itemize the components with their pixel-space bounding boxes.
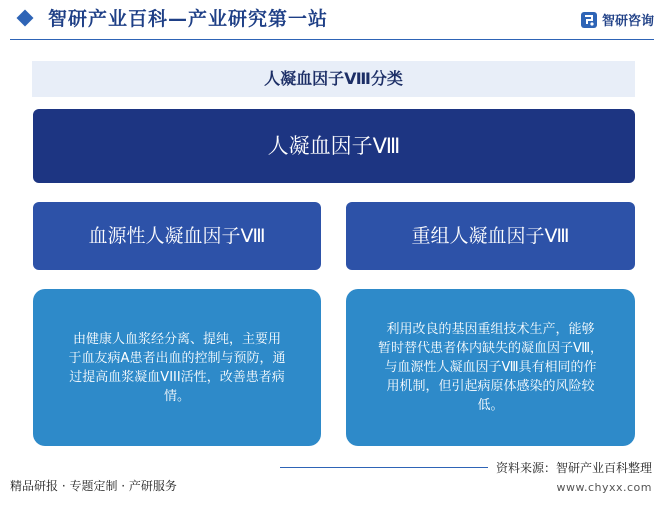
- category-box-recombinant: 重组人凝血因子Ⅷ: [346, 202, 635, 270]
- brand-logo-icon: [580, 11, 598, 29]
- header-diamond-icon: [17, 10, 34, 27]
- description-line: 利用改良的基因重组技术生产，能够: [386, 322, 595, 337]
- brand-logo[interactable]: [580, 10, 654, 29]
- category-box-plasma-derived: 血源性人凝血因子Ⅷ: [33, 202, 321, 270]
- description-line: 用机制，但引起病原体感染的风险较: [386, 379, 595, 394]
- description-line: 与血源性人凝血因子Ⅷ具有相同的作: [384, 360, 597, 375]
- diagram-subtitle: 人凝血因子Ⅷ分类: [32, 61, 635, 97]
- header-divider: [10, 39, 654, 40]
- brand-name: 智研咨询: [601, 14, 654, 29]
- description-box-recombinant: [346, 289, 635, 446]
- description-line: 低。: [477, 398, 504, 413]
- description-line: 过提高血浆凝血VIII活性，改善患者病: [69, 369, 285, 385]
- description-line: 暂时替代患者体内缺失的凝血因子Ⅷ，: [377, 341, 604, 356]
- description-line: 情。: [163, 388, 190, 404]
- description-box-plasma-derived: [33, 289, 321, 446]
- page-header-title: 智研产业百科—产业研究第一站: [48, 8, 329, 30]
- footer-source: 资料来源：智研产业百科整理: [488, 460, 652, 476]
- description-line: 于血友病A患者出血的控制与预防，通: [68, 350, 286, 366]
- main-category-box: 人凝血因子Ⅷ: [33, 109, 635, 183]
- footer-url-link[interactable]: www.chyxx.com: [556, 481, 652, 494]
- footer-tags: 精品研报 · 专题定制 · 产研服务: [10, 479, 177, 493]
- description-line: 由健康人血浆经分离、提纯，主要用: [72, 331, 281, 347]
